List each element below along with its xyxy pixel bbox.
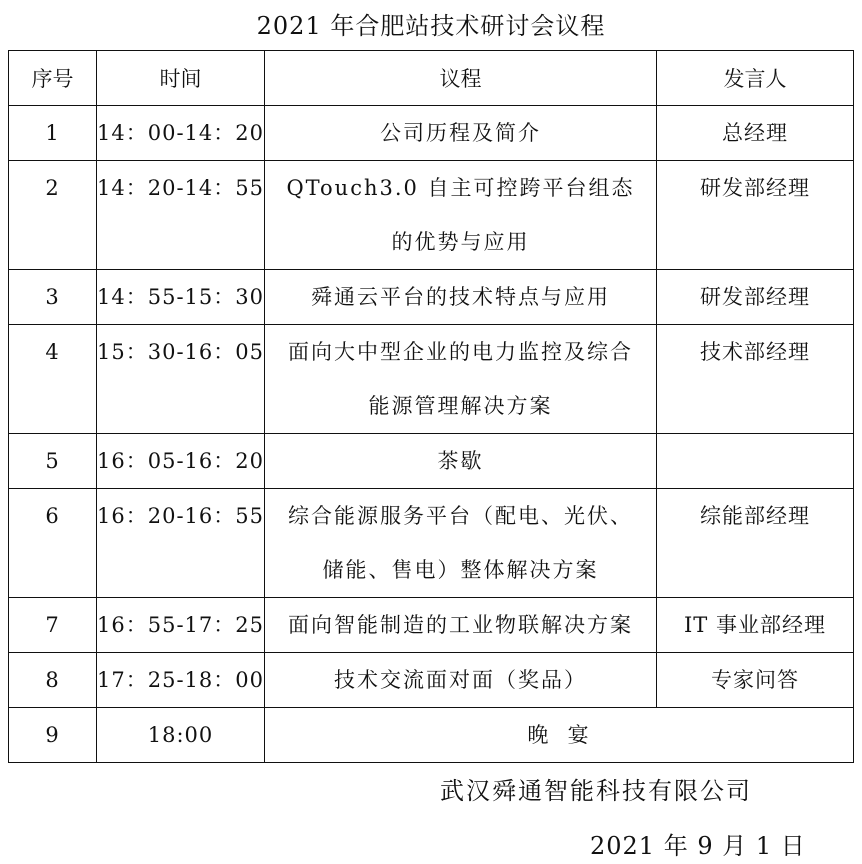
- topic-line: QTouch3.0 自主可控跨平台组态: [286, 176, 635, 200]
- row-no: 7: [9, 598, 97, 653]
- row-topic: [265, 489, 657, 598]
- row-no: 9: [9, 708, 97, 763]
- row-speaker: 研发部经理: [657, 270, 854, 325]
- row-time: 14：00-14：20: [97, 106, 265, 161]
- table-header-row: [9, 51, 854, 106]
- row-no: 6: [9, 489, 97, 598]
- row-speaker: IT 事业部经理: [657, 598, 854, 653]
- row-no: 4: [9, 325, 97, 434]
- row-time: 16：05-16：20: [97, 434, 265, 489]
- row-speaker: 技术部经理: [657, 325, 854, 434]
- topic-line: 舜通云平台的技术特点与应用: [311, 285, 610, 309]
- topic-line: 能源管理解决方案: [368, 394, 553, 418]
- header-time: 时间: [97, 51, 265, 106]
- row-time: 14：55-15：30: [97, 270, 265, 325]
- table-row: [9, 161, 854, 270]
- row-no: 1: [9, 106, 97, 161]
- topic-line: 综合能源服务平台（配电、光伏、: [288, 504, 633, 528]
- row-topic-merged: [265, 708, 854, 763]
- row-no: 5: [9, 434, 97, 489]
- row-topic: [265, 161, 657, 270]
- row-speaker: 专家问答: [657, 653, 854, 708]
- topic-line: 的优势与应用: [391, 230, 530, 254]
- table-row: [9, 106, 854, 161]
- table-row: [9, 489, 854, 598]
- row-topic: [265, 598, 657, 653]
- agenda-table: [8, 50, 854, 763]
- company-name: 武汉舜通智能科技有限公司: [440, 777, 752, 805]
- row-speaker: 总经理: [657, 106, 854, 161]
- topic-line: 储能、售电）整体解决方案: [322, 558, 599, 582]
- row-speaker: [657, 434, 854, 489]
- row-no: 3: [9, 270, 97, 325]
- row-topic: [265, 434, 657, 489]
- table-row: [9, 434, 854, 489]
- table-row: [9, 653, 854, 708]
- row-time: 16：20-16：55: [97, 489, 265, 598]
- row-speaker: 研发部经理: [657, 161, 854, 270]
- header-agenda: 议程: [265, 51, 657, 106]
- row-topic: [265, 325, 657, 434]
- row-time: 17：25-18：00: [97, 653, 265, 708]
- row-time: 16：55-17：25: [97, 598, 265, 653]
- topic-line: 晚 宴: [527, 723, 591, 747]
- header-speaker: 发言人: [657, 51, 854, 106]
- topic-line: 公司历程及简介: [380, 121, 541, 145]
- table-row: [9, 325, 854, 434]
- row-no: 8: [9, 653, 97, 708]
- page-title: 2021 年合肥站技术研讨会议程: [256, 12, 606, 40]
- table-row: [9, 708, 854, 763]
- topic-line: 面向大中型企业的电力监控及综合: [288, 340, 633, 364]
- table-row: [9, 598, 854, 653]
- header-no: 序号: [9, 51, 97, 106]
- table-row: [9, 270, 854, 325]
- row-speaker: 综能部经理: [657, 489, 854, 598]
- row-topic: [265, 106, 657, 161]
- document-date: 2021 年 9 月 1 日: [590, 832, 806, 860]
- row-topic: [265, 270, 657, 325]
- row-no: 2: [9, 161, 97, 270]
- topic-line: 茶歇: [437, 449, 484, 473]
- row-time: 14：20-14：55: [97, 161, 265, 270]
- topic-line: 面向智能制造的工业物联解决方案: [288, 613, 633, 637]
- row-time: 15：30-16：05: [97, 325, 265, 434]
- row-time: 18:00: [97, 708, 265, 763]
- row-topic: [265, 653, 657, 708]
- topic-line: 技术交流面对面（奖品）: [334, 668, 587, 692]
